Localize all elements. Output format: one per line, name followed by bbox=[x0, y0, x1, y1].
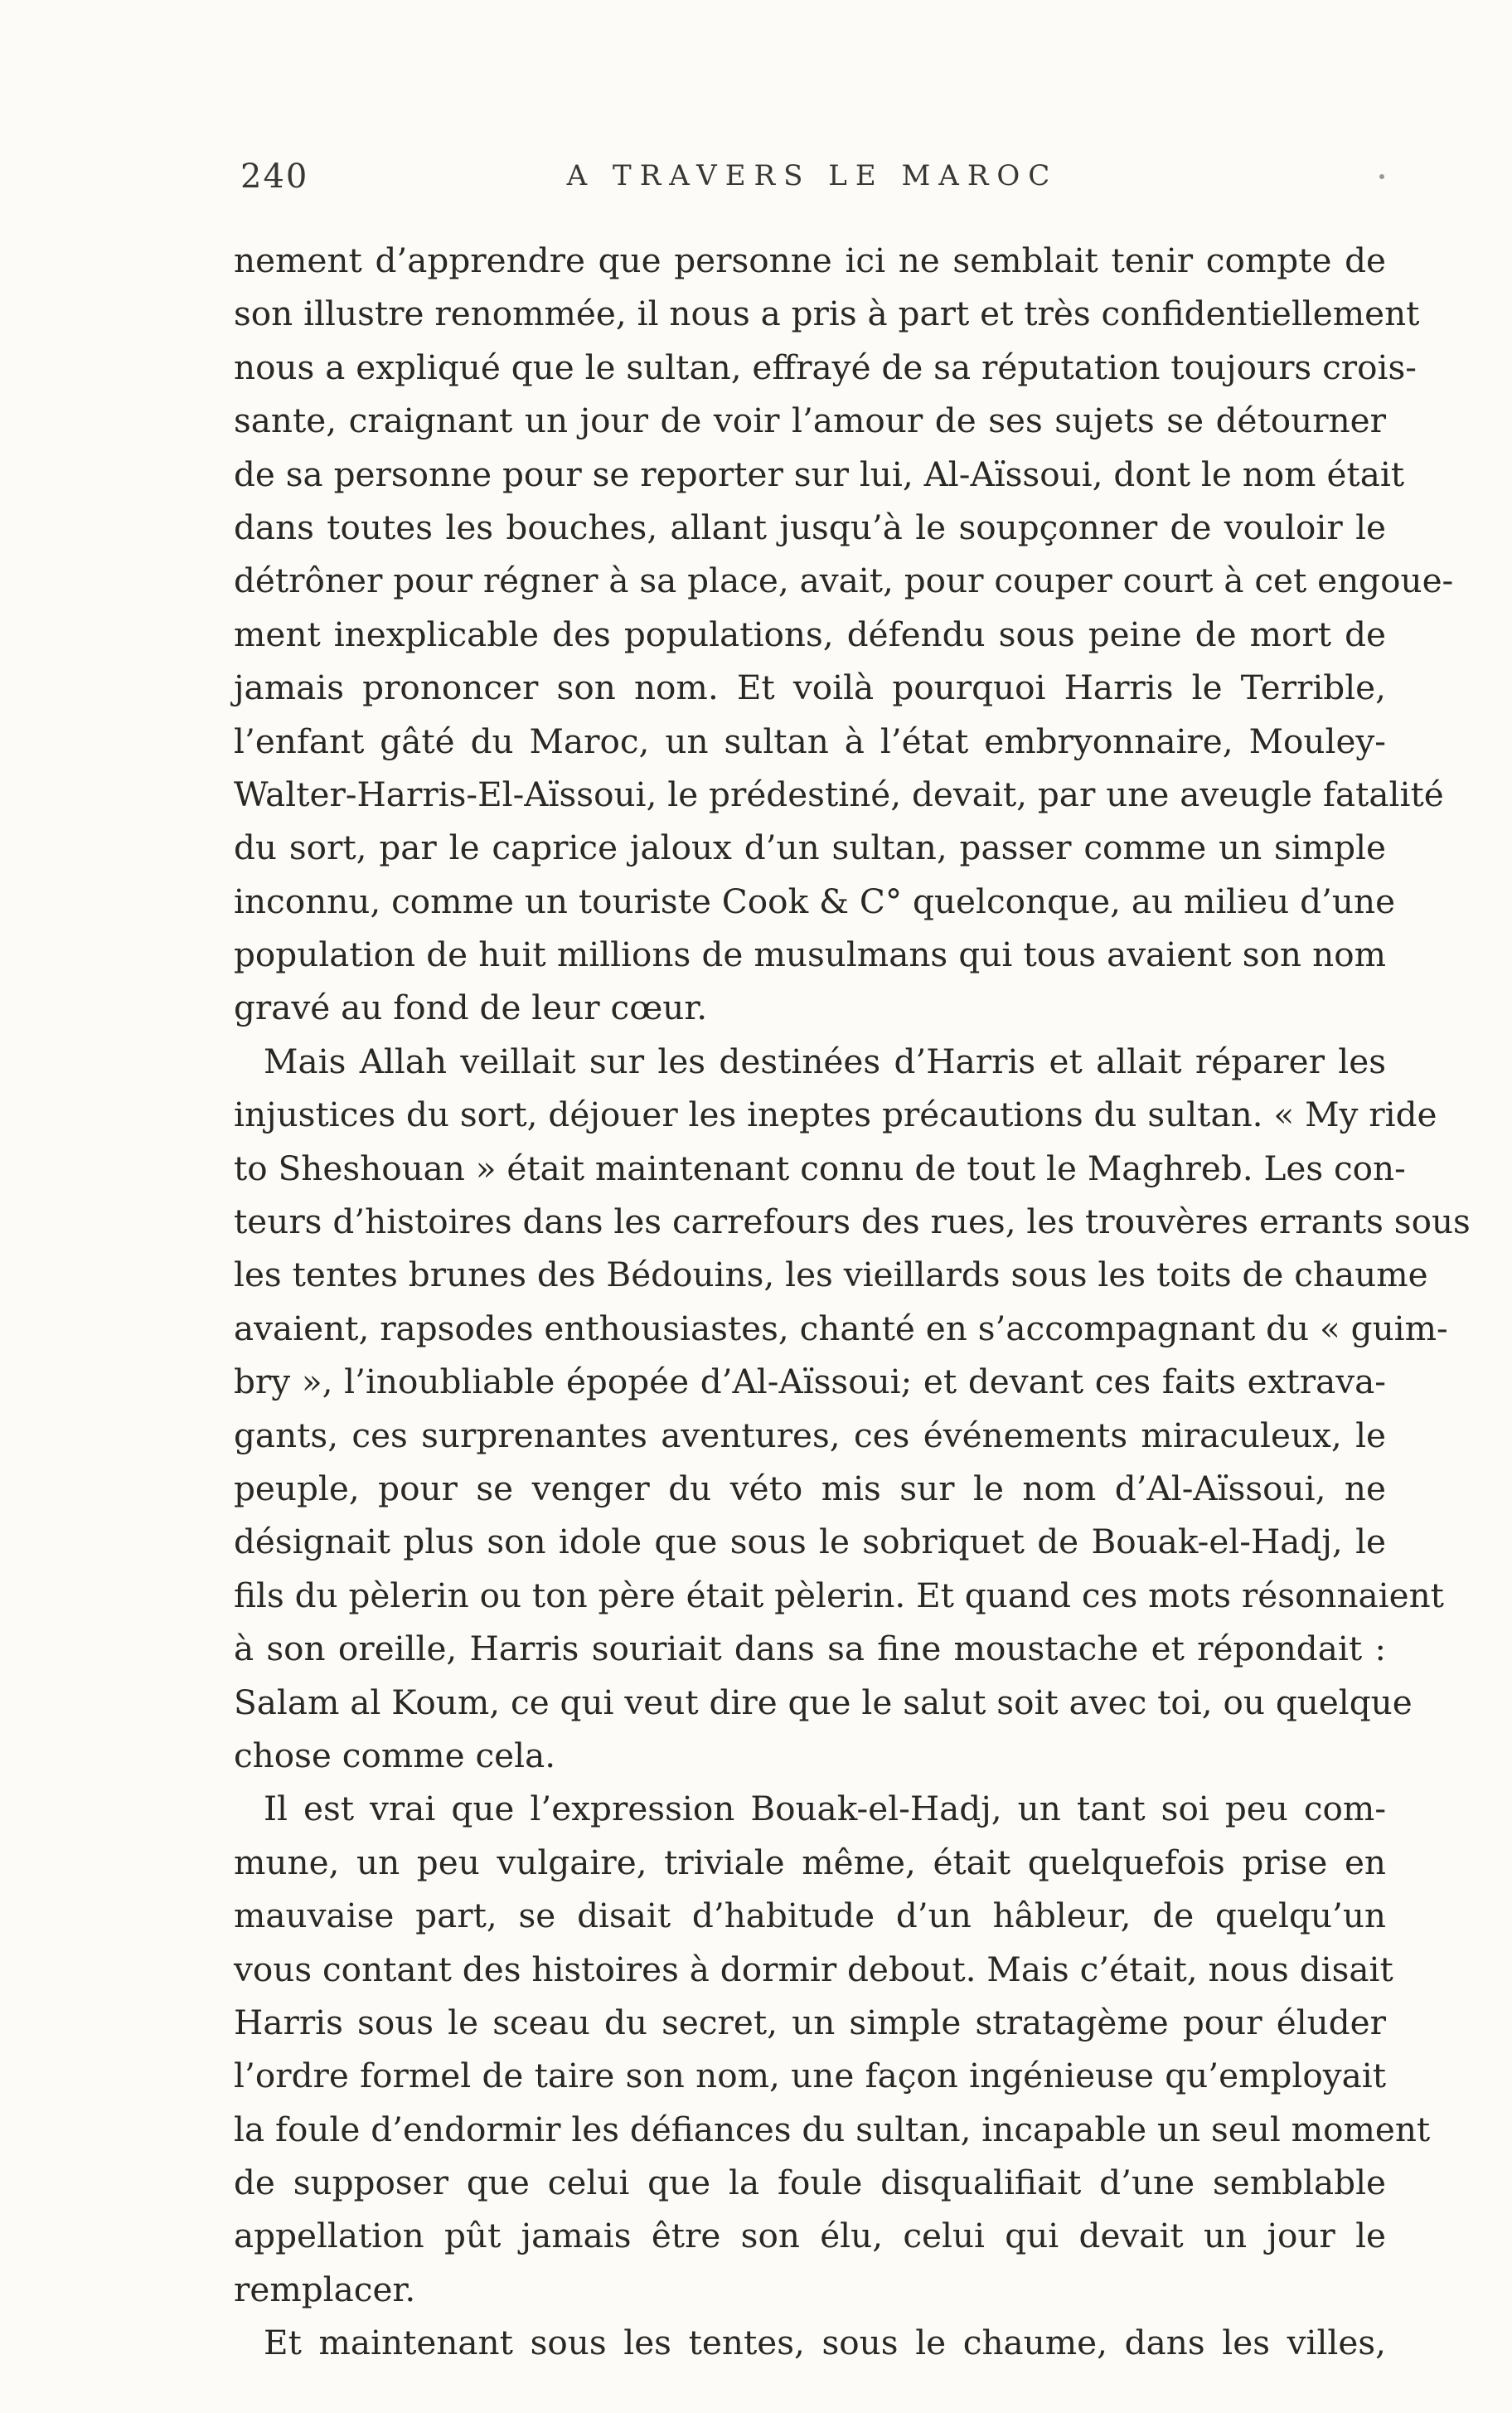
text-line: à son oreille, Harris souriait dans sa fine moustache et répondait : bbox=[234, 1629, 1386, 1669]
text-line: son illustre renommée, il nous a pris à part et très confidentiellement bbox=[234, 294, 1420, 334]
text-line: Et maintenant sous les tentes, sous le chaume, dans les villes, bbox=[264, 2323, 1386, 2363]
text-line: détrôner pour régner à sa place, avait, pour couper court à cet engoue- bbox=[234, 561, 1454, 601]
text-line: la foule d’endormir les défiances du sultan, incapable un seul moment bbox=[234, 2109, 1431, 2149]
text-line: du sort, par le caprice jaloux d’un sultan, passer comme un simple bbox=[234, 828, 1386, 868]
text-line: mune, un peu vulgaire, triviale même, était quelquefois prise en bbox=[234, 1842, 1386, 1882]
text-line: peuple, pour se venger du véto mis sur le nom d’Al-Aïssoui, ne bbox=[234, 1468, 1386, 1508]
text-line: chose comme cela. bbox=[234, 1735, 556, 1775]
text-line: fils du pèlerin ou ton père était pèlerin. Et quand ces mots résonnaient bbox=[234, 1575, 1444, 1615]
header-mark bbox=[1379, 174, 1384, 179]
text-line: teurs d’histoires dans les carrefours des rues, les trouvères errants sous bbox=[234, 1202, 1471, 1242]
text-line: bry », l’inoubliable épopée d’Al-Aïssoui; et devant ces faits extrava- bbox=[234, 1362, 1386, 1402]
text-line: désignait plus son idole que sous le sobriquet de Bouak-el-Hadj, le bbox=[234, 1522, 1386, 1562]
text-line: dans toutes les bouches, allant jusqu’à le soupçonner de vouloir le bbox=[234, 507, 1386, 547]
text-line: inconnu, comme un touriste Cook & C° quelconque, au milieu d’une bbox=[234, 881, 1396, 921]
page-header bbox=[240, 158, 1384, 207]
text-line: mauvaise part, se disait d’habitude d’un hâbleur, de quelqu’un bbox=[234, 1896, 1386, 1936]
text-line: vous contant des histoires à dormir debout. Mais c’était, nous disait bbox=[234, 1949, 1393, 1989]
text-line: Walter-Harris-El-Aïssoui, le prédestiné, devait, par une aveugle fatalité bbox=[234, 774, 1444, 814]
text-line: Il est vrai que l’expression Bouak-el-Hadj, un tant soi peu com- bbox=[264, 1789, 1386, 1829]
text-line: l’ordre formel de taire son nom, une façon ingénieuse qu’employait bbox=[234, 2056, 1386, 2096]
text-line: Harris sous le sceau du secret, un simple stratagème pour éluder bbox=[234, 2002, 1386, 2042]
text-line: remplacer. bbox=[234, 2269, 416, 2309]
text-line: gravé au fond de leur cœur. bbox=[234, 988, 708, 1028]
text-line: appellation pût jamais être son élu, celui qui devait un jour le bbox=[234, 2216, 1386, 2256]
text-line: l’enfant gâté du Maroc, un sultan à l’état embryonnaire, Mouley- bbox=[234, 721, 1386, 761]
text-line: ment inexplicable des populations, défendu sous peine de mort de bbox=[234, 614, 1386, 654]
page-number: 240 bbox=[240, 158, 309, 196]
text-line: jamais prononcer son nom. Et voilà pourquoi Harris le Terrible, bbox=[234, 668, 1386, 708]
text-line: avaient, rapsodes enthousiastes, chanté en s’accompagnant du « guim- bbox=[234, 1308, 1448, 1348]
text-body bbox=[234, 234, 1471, 2370]
text-line: injustices du sort, déjouer les ineptes précautions du sultan. « My ride bbox=[234, 1095, 1437, 1135]
text-line: sante, craignant un jour de voir l’amour de ses sujets se détourner bbox=[234, 401, 1386, 441]
text-line: population de huit millions de musulmans qui tous avaient son nom bbox=[234, 935, 1386, 975]
text-line: nous a expliqué que le sultan, effrayé de sa réputation toujours crois- bbox=[234, 347, 1417, 387]
text-line: les tentes brunes des Bédouins, les vieillards sous les toits de chaume bbox=[234, 1255, 1428, 1295]
text-line: de sa personne pour se reporter sur lui, Al-Aïssoui, dont le nom était bbox=[234, 454, 1405, 494]
text-line: Salam al Koum, ce qui veut dire que le salut soit avec toi, ou quelque bbox=[234, 1682, 1413, 1722]
running-title: A TRAVERS LE MAROC bbox=[566, 159, 1059, 192]
text-line: to Sheshouan » était maintenant connu de tout le Maghreb. Les con- bbox=[234, 1148, 1406, 1188]
text-line: Mais Allah veillait sur les destinées d’Harris et allait réparer les bbox=[264, 1041, 1386, 1081]
text-line: nement d’apprendre que personne ici ne semblait tenir compte de bbox=[234, 240, 1386, 280]
text-line: gants, ces surprenantes aventures, ces événements miraculeux, le bbox=[234, 1415, 1386, 1455]
text-line: de supposer que celui que la foule disqualifiait d’une semblable bbox=[234, 2163, 1386, 2203]
